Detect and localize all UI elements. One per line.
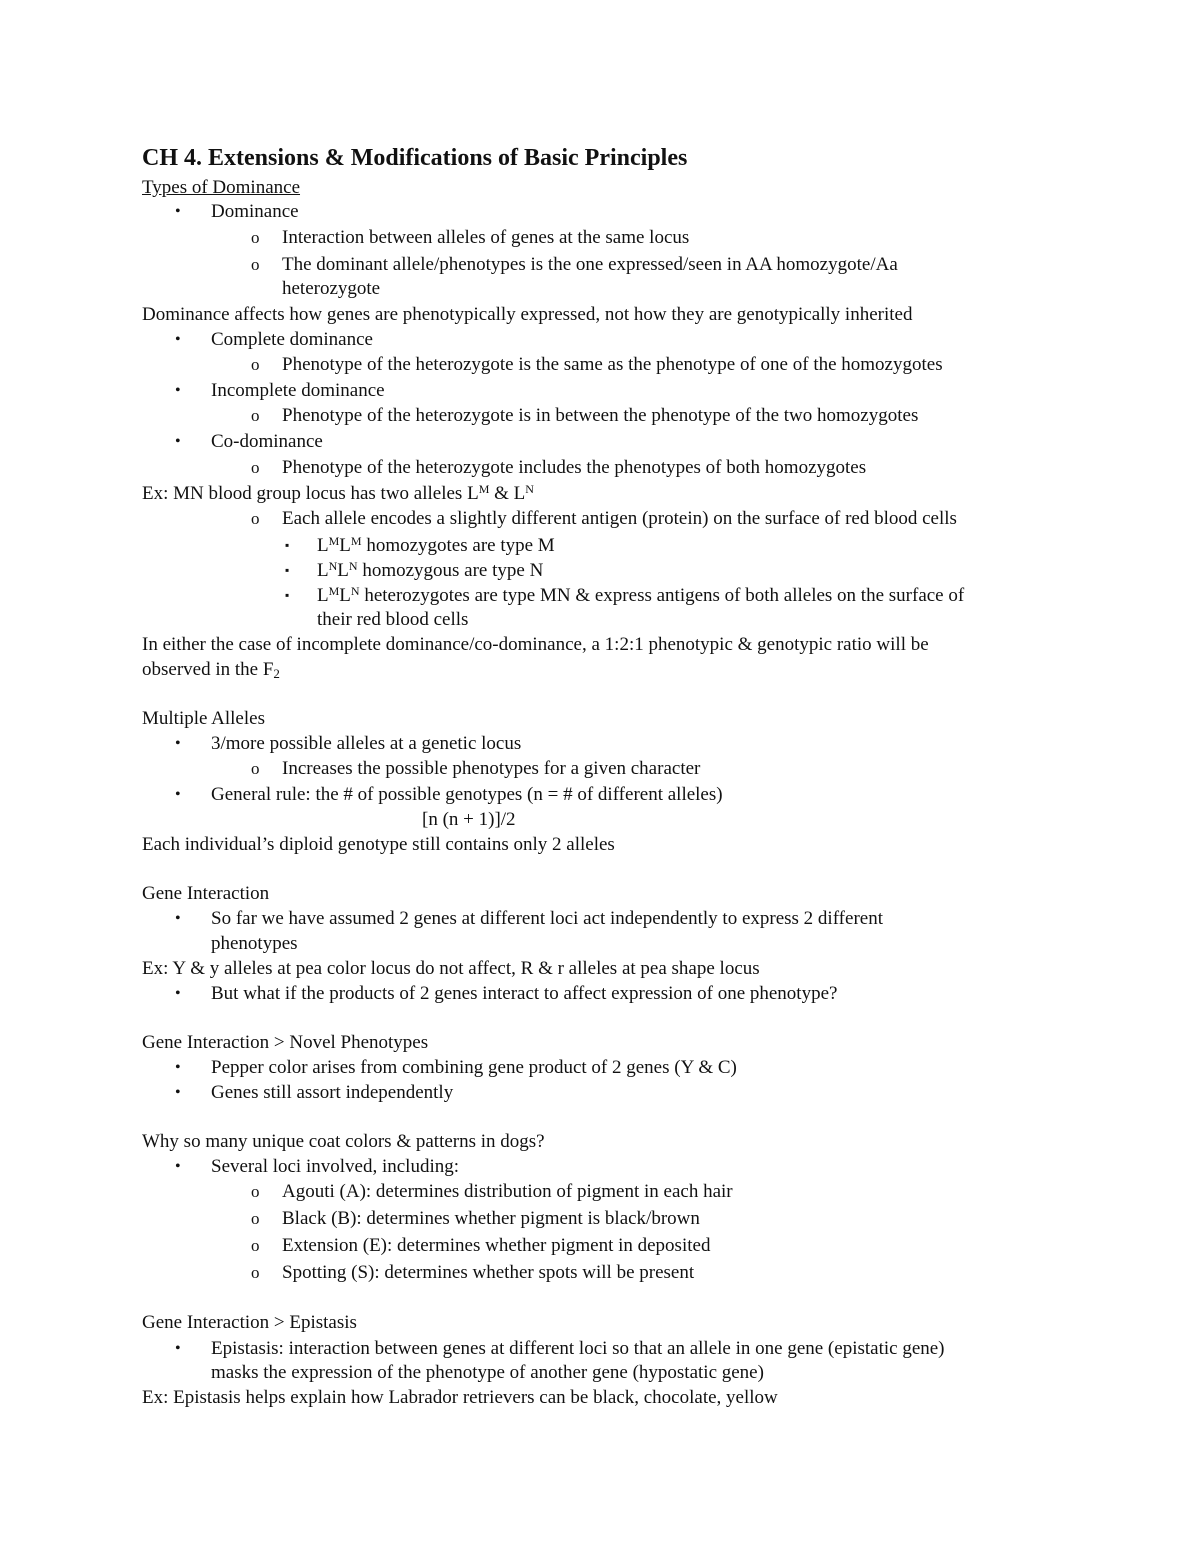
list-item-independent-genes-cont: phenotypes — [211, 933, 298, 954]
paragraph-dominance-affects: Dominance affects how genes are phenotypically expressed, not how they are genotypically inherited — [142, 304, 913, 325]
bullet-icon: • — [175, 786, 181, 803]
bullet-icon: • — [175, 331, 181, 348]
sub-item-agouti: Agouti (A): determines distribution of pigment in each hair — [282, 1181, 733, 1202]
superscript-m: M — [350, 534, 362, 548]
sub-item-interaction-alleles: Interaction between alleles of genes at the same locus — [282, 227, 690, 248]
list-item-several-loci: Several loci involved, including: — [211, 1156, 460, 1177]
mn-example-text: Ex: MN blood group locus has two alleles L — [142, 483, 479, 504]
circle-bullet-icon: o — [251, 355, 260, 374]
subscript-2: 2 — [273, 666, 280, 681]
allele-l: L — [337, 560, 349, 581]
sub-sub-item-lmln-cont: their red blood cells — [317, 609, 469, 630]
square-bullet-icon: ▪ — [285, 588, 290, 602]
allele-l: L — [339, 535, 351, 556]
sub-item-allele-encodes: Each allele encodes a slightly different antigen (protein) on the surface of red blood cells — [282, 508, 957, 529]
bullet-icon: • — [175, 433, 181, 450]
sub-item-black: Black (B): determines whether pigment is black/brown — [282, 1208, 700, 1229]
paragraph-dog-coat-question: Why so many unique coat colors & patterns in dogs? — [142, 1131, 545, 1152]
bullet-icon: • — [175, 1340, 181, 1357]
list-item-co-dominance: Co-dominance — [211, 431, 323, 452]
circle-bullet-icon: o — [251, 255, 260, 274]
paragraph-diploid: Each individual’s diploid genotype still contains only 2 alleles — [142, 834, 615, 855]
superscript-n: N — [328, 559, 338, 573]
circle-bullet-icon: o — [251, 1182, 260, 1201]
list-item-pepper-color: Pepper color arises from combining gene product of 2 genes (Y & C) — [211, 1057, 737, 1078]
sub-item-co-dominance: Phenotype of the heterozygote includes the phenotypes of both homozygotes — [282, 457, 867, 478]
bullet-icon: • — [175, 985, 181, 1002]
bullet-icon: • — [175, 910, 181, 927]
bullet-icon: • — [175, 203, 181, 220]
section-heading-novel-phenotypes: Gene Interaction > Novel Phenotypes — [142, 1032, 429, 1053]
sub-sub-item-lmlm — [317, 533, 555, 558]
list-item-incomplete-dominance: Incomplete dominance — [211, 380, 385, 401]
list-item-products-interact: But what if the products of 2 genes interact to affect expression of one phenotype? — [211, 983, 838, 1004]
sub-item-incomplete-dominance: Phenotype of the heterozygote is in between the phenotype of the two homozygotes — [282, 405, 919, 426]
superscript-n: N — [348, 559, 358, 573]
page-title: CH 4. Extensions & Modifications of Basic Principles — [142, 145, 688, 171]
list-item-epistasis-definition: Epistasis: interaction between genes at different loci so that an allele in one gene (epistatic gene) — [211, 1338, 945, 1359]
square-bullet-icon: ▪ — [285, 563, 290, 577]
sub-sub-item-lnln — [317, 558, 543, 583]
sub-item-spotting: Spotting (S): determines whether spots will be present — [282, 1262, 695, 1283]
paragraph-ratio: In either the case of incomplete dominance/co-dominance, a 1:2:1 phenotypic & genotypic ratio will be — [142, 634, 929, 655]
mn-example-amp: & L — [489, 483, 526, 504]
bullet-icon: • — [175, 1059, 181, 1076]
list-item-assort-independently: Genes still assort independently — [211, 1082, 454, 1103]
lmlm-text: homozygotes are type M — [361, 535, 555, 556]
lmln-text: heterozygotes are type MN & express antigens of both alleles on the surface of — [359, 585, 965, 606]
list-item-epistasis-definition-cont: masks the expression of the phenotype of another gene (hypostatic gene) — [211, 1362, 764, 1383]
allele-l: L — [317, 585, 329, 606]
bullet-icon: • — [175, 1158, 181, 1175]
list-item-dominance: Dominance — [211, 201, 299, 222]
section-heading-gene-interaction: Gene Interaction — [142, 883, 270, 904]
list-item-general-rule: General rule: the # of possible genotypes (n = # of different alleles) — [211, 784, 723, 805]
paragraph-mn-example — [142, 481, 534, 506]
allele-l: L — [317, 560, 329, 581]
sub-item-complete-dominance: Phenotype of the heterozygote is the same as the phenotype of one of the homozygotes — [282, 354, 943, 375]
paragraph-labrador-example: Ex: Epistasis helps explain how Labrador retrievers can be black, chocolate, yellow — [142, 1387, 778, 1408]
list-item-possible-alleles: 3/more possible alleles at a genetic locus — [211, 733, 522, 754]
paragraph-pea-example: Ex: Y & y alleles at pea color locus do not affect, R & r alleles at pea shape locus — [142, 958, 760, 979]
circle-bullet-icon: o — [251, 1209, 260, 1228]
superscript-m: M — [478, 482, 490, 496]
circle-bullet-icon: o — [251, 759, 260, 778]
section-heading-multiple-alleles: Multiple Alleles — [142, 708, 265, 729]
section-heading-epistasis: Gene Interaction > Epistasis — [142, 1312, 357, 1333]
circle-bullet-icon: o — [251, 228, 260, 247]
sub-item-increases-phenotypes: Increases the possible phenotypes for a given character — [282, 758, 701, 779]
list-item-independent-genes: So far we have assumed 2 genes at different loci act independently to express 2 different — [211, 908, 883, 929]
circle-bullet-icon: o — [251, 509, 260, 528]
sub-sub-item-lmln — [317, 583, 964, 608]
section-heading-types-of-dominance: Types of Dominance — [142, 177, 301, 198]
square-bullet-icon: ▪ — [285, 538, 290, 552]
sub-item-dominant-allele-cont: heterozygote — [282, 278, 381, 299]
bullet-icon: • — [175, 382, 181, 399]
superscript-n: N — [350, 584, 360, 598]
superscript-m: M — [328, 534, 340, 548]
bullet-icon: • — [175, 735, 181, 752]
circle-bullet-icon: o — [251, 458, 260, 477]
allele-l: L — [317, 535, 329, 556]
circle-bullet-icon: o — [251, 406, 260, 425]
ratio-text: observed in the F — [142, 659, 274, 680]
sub-item-dominant-allele: The dominant allele/phenotypes is the one expressed/seen in AA homozygote/Aa — [282, 254, 898, 275]
bullet-icon: • — [175, 1084, 181, 1101]
superscript-m: M — [328, 584, 340, 598]
circle-bullet-icon: o — [251, 1236, 260, 1255]
superscript-n: N — [525, 482, 534, 496]
paragraph-ratio-cont — [142, 657, 280, 682]
sub-item-extension: Extension (E): determines whether pigment in deposited — [282, 1235, 711, 1256]
allele-l: L — [339, 585, 351, 606]
circle-bullet-icon: o — [251, 1263, 260, 1282]
list-item-complete-dominance: Complete dominance — [211, 329, 373, 350]
lnln-text: homozygous are type N — [357, 560, 544, 581]
formula: [n (n + 1)]/2 — [422, 809, 516, 830]
